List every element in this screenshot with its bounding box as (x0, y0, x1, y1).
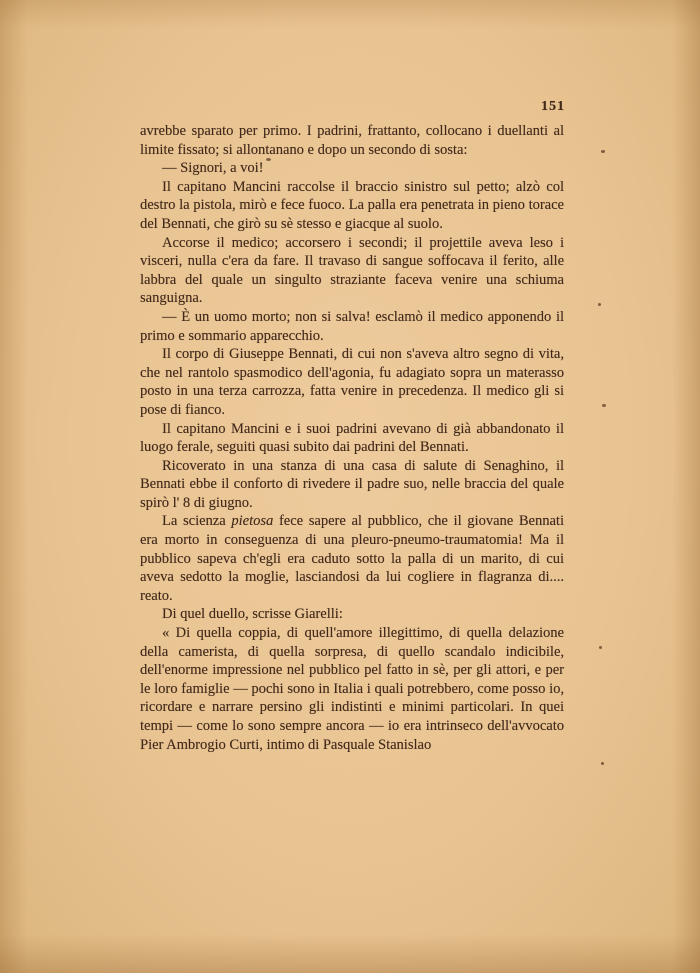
page-number: 151 (541, 99, 565, 114)
scan-speckle (601, 762, 604, 765)
paragraph-segment-italic: pietosa (231, 513, 274, 530)
scan-speckle (266, 158, 271, 161)
scan-speckle (598, 303, 601, 306)
scan-speckle (601, 150, 605, 153)
paragraph: Il corpo di Giuseppe Bennati, di cui non s'aveva altro segno di vita, che nel rantolo spasmodico dell'agonia, fu adagiato sopra un materasso posto in una terza carrozza, fatta venire in precedenza. Il medico gli si pose di fianco. (140, 346, 564, 418)
paragraph-segment: fece sapere al pubblico, che il giovane Bennati era morto in conseguenza di una pleuro-pneumo-traumatomia! Ma il pubblico sapeva ch'egli era caduto sotto la palla di un marito, di cui aveva sedotto la moglie, lasciandosi da lui cogliere in flagranza di.... reato. (140, 513, 564, 604)
paragraph (140, 512, 564, 605)
paragraph: avrebbe sparato per primo. I padrini, frattanto, collocano i duellanti al limite fissato; si allontanano e dopo un secondo di sosta: (140, 123, 564, 158)
paragraph: — Signori, a voi! (162, 160, 264, 177)
paragraph-segment: La scienza (162, 513, 232, 530)
paragraph: « Di quella coppia, di quell'amore illegittimo, di quella delazione della camerista, di quella sorpresa, di quello scandalo indicibile, dell'enorme impressione nel pubblico pel fatto in sè, per gli attori, e per le loro famiglie — pochi sono in Italia i quali potrebbero, come posso io, ricordare e narrare persino gli indistinti e minimi particolari. In quei tempi — come lo sono sempre ancora — io era intrinseco dell'avvocato Pier Ambrogio Curti, intimo di Pasquale Stanislao (140, 625, 564, 753)
paragraph: Ricoverato in una stanza di una casa di salute di Senaghino, il Bennati ebbe il conforto di rivedere il padre suo, nelle braccia del quale spirò l' 8 di giugno. (140, 457, 564, 511)
scan-speckle (599, 646, 602, 649)
paragraph: Di quel duello, scrisse Giarelli: (162, 606, 343, 623)
page-text (140, 122, 564, 754)
scan-speckle (602, 404, 606, 407)
paragraph: Accorse il medico; accorsero i secondi; il projettile aveva leso i visceri, nulla c'era da fare. Il travaso di sangue soffocava il ferito, alle labbra del quale un singulto straziante faceva venire una schiuma sanguigna. (140, 234, 564, 307)
paragraph: — È un uomo morto; non si salva! esclamò il medico apponendo il primo e sommario apparecchio. (140, 308, 564, 344)
paragraph: Il capitano Mancini e i suoi padrini avevano di già abbandonato il luogo ferale, seguiti quasi subito dai padrini del Bennati. (140, 420, 564, 456)
paragraph: Il capitano Mancini raccolse il braccio sinistro sul petto; alzò col destro la pistola, mirò e fece fuoco. La palla era penetrata in pieno torace del Bennati, che girò su sè stesso e giacque al suolo. (140, 178, 564, 232)
